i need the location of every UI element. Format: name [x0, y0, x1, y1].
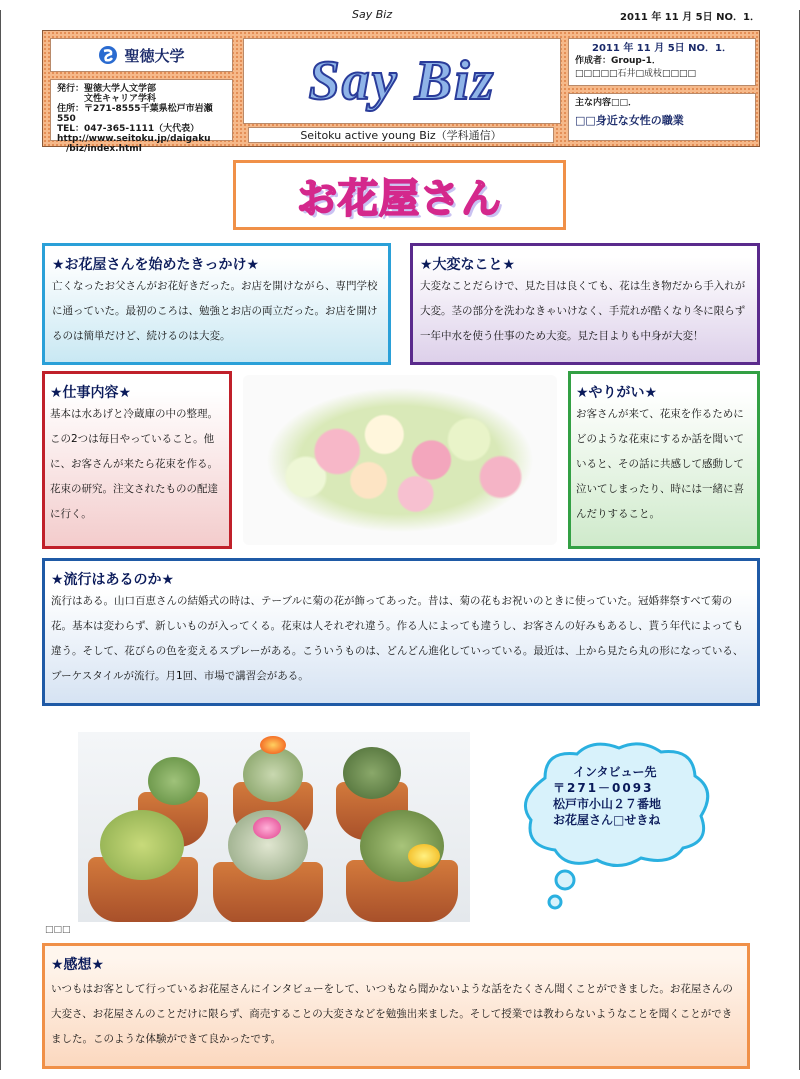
section-yarigai-body: お客さんが来て、花束を作るためにどのような花束にするか話を聞いていると、その話に共感して感動して泣いてしまったり、時には一緒に喜んだりすること。 [576, 408, 744, 520]
cactus [148, 757, 200, 805]
section-kanso-body: いつもはお客として行っているお花屋さんにインタビューをして、いつもなら聞かないような話をたくさん聞くことができました。お花屋さんの大変さ、お花屋さんのことだけに限らず、商売することの大変さなどを勉強出来ました。そして授業では教わらないようなことを聞くことができました。このような体験ができて良かったです。 [51, 983, 733, 1045]
section-kanso [42, 943, 750, 1069]
section-kikkake [42, 243, 391, 365]
contents-info [568, 93, 756, 141]
title-panel [243, 38, 561, 124]
section-kikkake-body: 亡くなったお父さんがお花好きだった。お店を開けながら、専門学校に通っていた。最初のころは、勉強とお店の両立だった。お店を開けるのは簡単だけど、続けるのは大変。 [52, 280, 378, 342]
cactus [243, 747, 303, 802]
contents-label: 主な内容□□． [575, 98, 638, 108]
interview-heading: インタビュー先 [573, 765, 657, 779]
newsletter-subtitle: Seitoku active young Biz（学科通信） [248, 127, 554, 143]
interview-shop-name: お花屋さん□せきね [553, 813, 661, 827]
cactus-flower [408, 844, 440, 868]
newsletter-title: Say Biz [308, 50, 496, 112]
section-shigoto-body: 基本は水あげと冷蔵庫の中の整理。この2つは毎日やっていること。他に、お客さんが来たら花束を作る。花束の研究。注文されたものの配達に行く。 [50, 408, 218, 520]
university-emblem-icon [98, 45, 118, 65]
section-ryuko-title: ★流行はあるのか★ [51, 572, 175, 588]
placeholder-marks: □□□ [45, 925, 71, 935]
header-date: 2011 年 11 月 5日 NO．1． [620, 12, 760, 23]
university-logo [50, 38, 233, 72]
banner-title: お花屋さん [297, 175, 502, 222]
publisher-info: 発行：聖徳大学人文学部 文性キャリア学科 住所：〒271-8555千葉県松戸市岩瀬550 TEL：047-365-1111（大代表） http://www.seitoku.jp/daigaku /biz/index.html [50, 79, 233, 141]
contents-value: □□身近な女性の職業 [575, 114, 684, 127]
section-yarigai [568, 371, 760, 549]
cactus-flower [253, 817, 281, 839]
section-taihen [410, 243, 760, 365]
section-yarigai-title: ★やりがい★ [576, 385, 658, 401]
cactus [100, 810, 184, 880]
issue-info [568, 38, 756, 86]
cactus-photo [78, 732, 470, 922]
interview-info [535, 764, 705, 828]
section-kikkake-title: ★お花屋さんを始めたきっかけ★ [52, 257, 260, 273]
section-ryuko [42, 558, 760, 706]
page-left-border [0, 10, 1, 1070]
university-name: 聖徳大学 [124, 46, 185, 65]
cactus [343, 747, 401, 799]
interview-address: 松戸市小山２７番地 [553, 797, 662, 811]
masthead [42, 30, 760, 154]
cactus-flower [260, 736, 286, 754]
issue-names: □□□□□石井□成枝□□□□ [575, 69, 697, 79]
issue-author: 作成者：Group-1． [575, 56, 661, 66]
banner-frame [233, 160, 566, 230]
section-kanso-title: ★感想★ [51, 957, 105, 973]
issue-date: 2011 年 11 月 5日 NO．1． [592, 43, 732, 54]
section-shigoto [42, 371, 232, 549]
section-taihen-body: 大変なことだらけで、見た目は良くても、花は生き物だから手入れが大変。茎の部分を洗わなきゃいけなく、手荒れが酷くなり冬に限らず一年中水を使う仕事のため大変。見た目よりも中身が大変！ [420, 280, 746, 342]
section-shigoto-title: ★仕事内容★ [50, 385, 132, 401]
section-taihen-title: ★大変なこと★ [420, 257, 516, 273]
interview-postal-code: 〒271－0093 [553, 781, 654, 795]
bouquet-photo [243, 375, 557, 545]
header-center-title: Say Biz [352, 8, 393, 21]
section-ryuko-body: 流行はある。山口百恵さんの結婚式の時は、テーブルに菊の花が飾ってあった。昔は、菊の花もお祝いのときに使っていた。冠婚葬祭すべて菊の花。基本は変わらず、新しいものが入ってくる。花束は人それぞれ違う。作る人によっても違うし、お客さんの好みもあるし、貰う年代によっても違う。そして、花びらの色を変えるスプレーがある。こういうものは、どんどん進化していっている。最近は、上から見たら丸の形になっている、ブーケスタイルが流行。月1回、市場で講習会がある。 [51, 595, 744, 682]
